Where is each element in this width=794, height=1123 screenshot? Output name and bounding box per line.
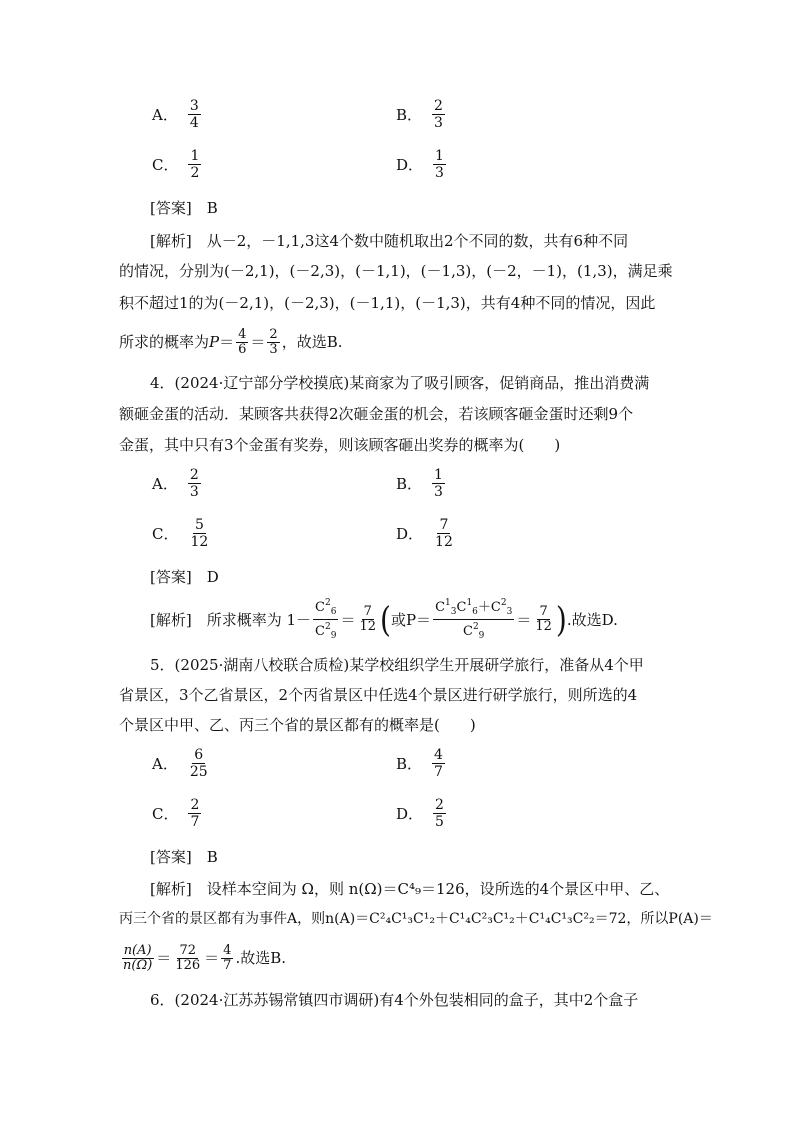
fraction: $\frac{7}{12}$	[535, 604, 552, 634]
option-label: B．	[396, 475, 423, 493]
q4-option-c	[152, 517, 212, 550]
q5-stem-line-3: 个景区中甲、乙、丙三个省的景区都有的概率是( )	[119, 716, 476, 734]
fraction: $\frac{1}{3}$	[434, 467, 443, 500]
q5-analysis-line-1: [解析] 设样本空间为 Ω，则 n(Ω)＝C⁴₉＝126，设所选的4个景区中甲、乙、	[150, 880, 670, 898]
left-paren: (	[380, 598, 391, 640]
q3-option-c	[152, 148, 203, 181]
q4-analysis: [解析] 所求概率为 1－ $\frac{C^2_6}{C^2_9}$ ＝ $\frac{7}{12}$ ( 或P＝ $\frac{C^1_3C^1_6+C^2_3}{C^2_9}$ ＝ $\frac{7}{12}$ ) .故选D.	[150, 598, 618, 641]
fraction: $\frac{2}{5}$	[435, 797, 444, 830]
fraction: $\frac{72}{126}$	[175, 942, 201, 973]
option-label: B．	[396, 755, 423, 773]
q5-analysis-line-3: $\frac{n(A)}{n(\Omega)}$ ＝ $\frac{72}{126}$ ＝ $\frac{4}{7}$ .故选B.	[123, 942, 286, 973]
fraction: $\frac{C^1_3C^1_6+C^2_3}{C^2_9}$	[435, 598, 513, 641]
q4-stem-line-2: 额砸金蛋的活动．某顾客共获得2次砸金蛋的机会，若该顾客砸金蛋时还剩9个	[119, 405, 634, 423]
q5-option-c	[152, 797, 203, 830]
fraction: $\frac{4}{7}$	[434, 747, 443, 780]
option-label: D．	[396, 525, 424, 543]
q3-option-a	[152, 98, 203, 131]
q3-option-b	[396, 98, 447, 131]
option-label: A．	[152, 755, 178, 773]
option-label: C．	[152, 525, 179, 543]
fraction: $\frac{5}{12}$	[190, 517, 209, 550]
q5-stem-line-2: 省景区，3个乙省景区，2个丙省景区中任选4个景区进行研学旅行，则所选的4	[119, 686, 638, 704]
option-label: A．	[152, 106, 178, 124]
fraction: $\frac{2}{7}$	[190, 797, 200, 830]
fraction: $\frac{4}{7}$	[223, 942, 232, 973]
fraction: $\frac{3}{4}$	[189, 98, 199, 131]
q4-option-a	[152, 467, 203, 500]
q5-stem-line-1: 5．(2025·湖南八校联合质检)某学校组织学生开展研学旅行，准备从4个甲	[150, 656, 644, 674]
q3-analysis-line-3: 积不超过1的为(－2,1)，(－2,3)，(－1,1)，(－1,3)，共有4种不同的情况，因此	[119, 294, 656, 312]
fraction: $\frac{7}{12}$	[435, 517, 453, 550]
fraction: $\frac{2}{3}$	[434, 98, 443, 131]
q3-analysis-final: 所求的概率为 P ＝ $\frac{4}{6}$ ＝ $\frac{2}{3}$ ，故选B.	[119, 326, 343, 357]
option-label: D．	[396, 805, 424, 823]
q4-option-d	[396, 517, 457, 550]
fraction: $\frac{n(A)}{n(\Omega)}$	[123, 942, 153, 973]
fraction: $\frac{2}{3}$	[189, 467, 199, 500]
q3-answer: [答案] B	[150, 199, 218, 217]
fraction: $\frac{7}{12}$	[359, 604, 377, 634]
fraction: $\frac{4}{6}$	[238, 326, 247, 357]
q5-analysis-line-2: 丙三个省的景区都有为事件A，则n(A)＝C²₄C¹₃C¹₂＋C¹₄C²₃C¹₂＋C¹₄C¹₃C²₂＝72，所以P(A)＝	[119, 911, 713, 927]
q6-stem-line-1: 6．(2024·江苏苏锡常镇四市调研)有4个外包装相同的盒子，其中2个盒子	[150, 991, 639, 1009]
q3-analysis-line-1: [解析] 从－2，－1,1,3这4个数中随机取出2个不同的数，共有6种不同	[150, 232, 629, 250]
q4-stem-line-3: 金蛋，其中只有3个金蛋有奖券，则该顾客砸出奖券的概率为( )	[119, 436, 561, 454]
fraction: $\frac{1}{3}$	[435, 148, 444, 181]
q3-analysis-line-2: 的情况，分别为(－2,1)，(－2,3)，(－1,1)，(－1,3)，(－2，－1)，(1,3)，满足乘	[119, 262, 673, 280]
option-label: B．	[396, 106, 423, 124]
fraction: $\frac{C^2_6}{C^2_9}$	[315, 598, 337, 641]
option-label: C．	[152, 156, 179, 174]
q4-option-b	[396, 467, 447, 500]
right-paren: )	[555, 598, 567, 640]
q5-answer: [答案] B	[150, 848, 218, 866]
q5-option-a	[152, 747, 212, 780]
fraction: $\frac{2}{3}$	[269, 326, 278, 357]
fraction: $\frac{1}{2}$	[190, 148, 200, 181]
fraction: $\frac{6}{25}$	[189, 747, 208, 780]
q3-option-d	[396, 148, 448, 181]
option-label: C．	[152, 805, 179, 823]
q5-option-d	[396, 797, 448, 830]
option-label: D．	[396, 156, 424, 174]
q4-answer: [答案] D	[150, 568, 219, 586]
q5-option-b	[396, 747, 447, 780]
option-label: A．	[152, 475, 178, 493]
q4-stem-line-1: 4．(2024·辽宁部分学校摸底)某商家为了吸引顾客，促销商品，推出消费满	[150, 374, 650, 392]
